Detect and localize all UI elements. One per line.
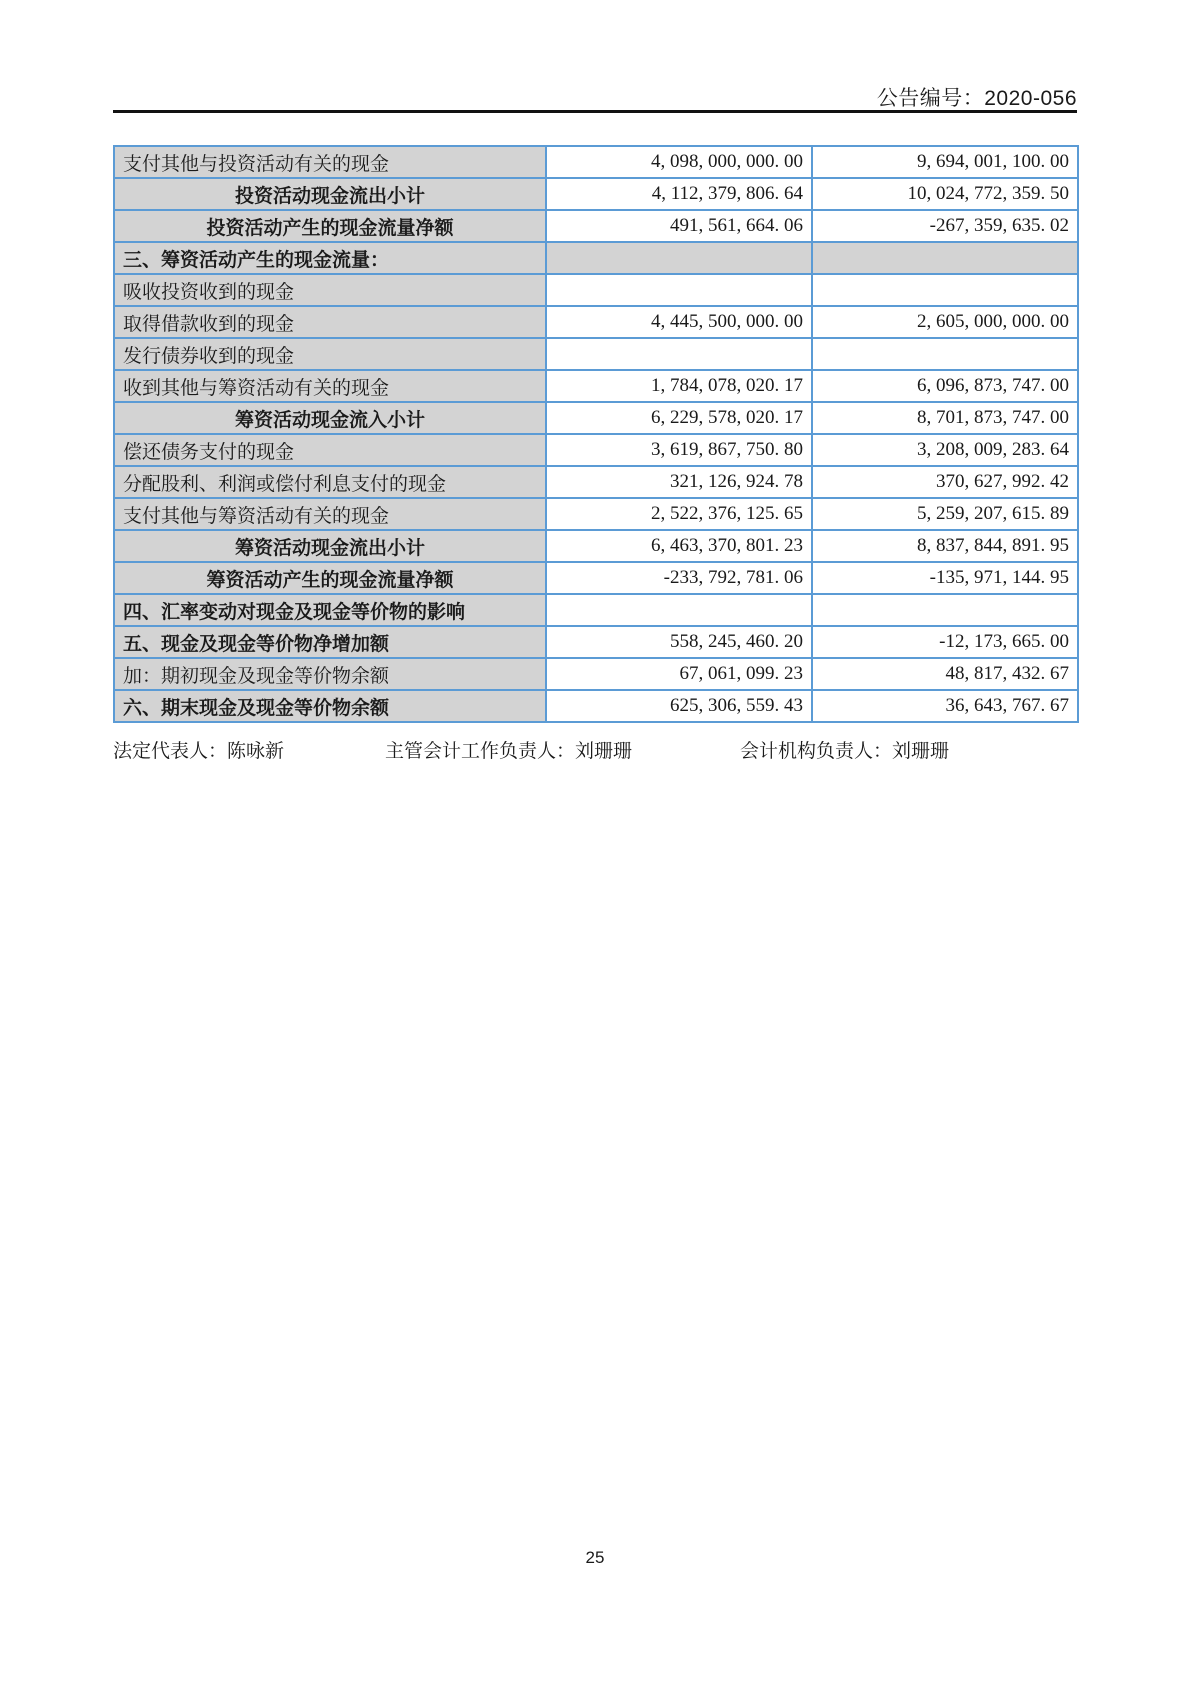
table-row [114, 274, 1078, 306]
row-amount-current-period-cell: 4, 098, 000, 000. 00 [546, 146, 812, 178]
row-amount-prior-period-cell [812, 338, 1078, 370]
row-amount-current-period-cell: 321, 126, 924. 78 [546, 466, 812, 498]
table-row [114, 562, 1078, 594]
row-amount-current-period-cell: 1, 784, 078, 020. 17 [546, 370, 812, 402]
row-amount-current-period-cell: 6, 229, 578, 020. 17 [546, 402, 812, 434]
row-amount-prior-period-cell: 48, 817, 432. 67 [812, 658, 1078, 690]
row-amount-current-period-cell: 4, 112, 379, 806. 64 [546, 178, 812, 210]
row-amount-prior-period-cell: 8, 701, 873, 747. 00 [812, 402, 1078, 434]
row-amount-prior-period-cell: 3, 208, 009, 283. 64 [812, 434, 1078, 466]
row-amount-current-period-cell [546, 242, 812, 274]
table-row [114, 498, 1078, 530]
row-label-cell: 发行债券收到的现金 [114, 338, 546, 370]
table-row [114, 178, 1078, 210]
row-amount-prior-period-cell [812, 594, 1078, 626]
row-amount-current-period-cell: 2, 522, 376, 125. 65 [546, 498, 812, 530]
row-amount-current-period-cell [546, 274, 812, 306]
table-row [114, 338, 1078, 370]
table-row [114, 146, 1078, 178]
cash-flow-statement-table [113, 145, 1079, 723]
row-amount-current-period-cell: 3, 619, 867, 750. 80 [546, 434, 812, 466]
row-amount-prior-period-cell: 2, 605, 000, 000. 00 [812, 306, 1078, 338]
chief-accounting-officer-signature: 主管会计工作负责人：刘珊珊 [385, 741, 633, 762]
table-row [114, 626, 1078, 658]
announcement-number: 公告编号：2020-056 [876, 87, 1077, 110]
accounting-department-head-signature: 会计机构负责人：刘珊珊 [740, 741, 950, 762]
table-row [114, 434, 1078, 466]
row-amount-prior-period-cell: 5, 259, 207, 615. 89 [812, 498, 1078, 530]
table-row [114, 242, 1078, 274]
row-label-cell: 六、期末现金及现金等价物余额 [114, 690, 546, 722]
row-label-cell: 偿还债务支付的现金 [114, 434, 546, 466]
row-amount-prior-period-cell [812, 274, 1078, 306]
row-label-cell: 吸收投资收到的现金 [114, 274, 546, 306]
table-row [114, 402, 1078, 434]
row-amount-current-period-cell: 67, 061, 099. 23 [546, 658, 812, 690]
row-amount-current-period-cell: -233, 792, 781. 06 [546, 562, 812, 594]
row-amount-prior-period-cell: 370, 627, 992. 42 [812, 466, 1078, 498]
row-amount-current-period-cell [546, 338, 812, 370]
row-amount-prior-period-cell: 10, 024, 772, 359. 50 [812, 178, 1078, 210]
row-amount-current-period-cell: 4, 445, 500, 000. 00 [546, 306, 812, 338]
row-label-cell: 收到其他与筹资活动有关的现金 [114, 370, 546, 402]
row-amount-current-period-cell: 625, 306, 559. 43 [546, 690, 812, 722]
row-amount-prior-period-cell: 8, 837, 844, 891. 95 [812, 530, 1078, 562]
row-amount-prior-period-cell [812, 242, 1078, 274]
signature-line [113, 736, 1077, 762]
row-amount-prior-period-cell: 6, 096, 873, 747. 00 [812, 370, 1078, 402]
table-row [114, 306, 1078, 338]
row-amount-prior-period-cell: 9, 694, 001, 100. 00 [812, 146, 1078, 178]
table-row [114, 370, 1078, 402]
row-label-cell: 四、汇率变动对现金及现金等价物的影响 [114, 594, 546, 626]
table-row [114, 530, 1078, 562]
row-amount-current-period-cell: 491, 561, 664. 06 [546, 210, 812, 242]
row-label-cell: 支付其他与投资活动有关的现金 [114, 146, 546, 178]
row-label-cell: 五、现金及现金等价物净增加额 [114, 626, 546, 658]
row-amount-prior-period-cell: -135, 971, 144. 95 [812, 562, 1078, 594]
row-amount-prior-period-cell: 36, 643, 767. 67 [812, 690, 1078, 722]
row-amount-prior-period-cell: -267, 359, 635. 02 [812, 210, 1078, 242]
row-label-cell: 取得借款收到的现金 [114, 306, 546, 338]
row-label-cell: 分配股利、利润或偿付利息支付的现金 [114, 466, 546, 498]
row-label-cell: 筹资活动现金流出小计 [114, 530, 546, 562]
row-label-cell: 筹资活动产生的现金流量净额 [114, 562, 546, 594]
row-amount-current-period-cell [546, 594, 812, 626]
table-row [114, 594, 1078, 626]
row-label-cell: 加：期初现金及现金等价物余额 [114, 658, 546, 690]
table-row [114, 466, 1078, 498]
row-label-cell: 支付其他与筹资活动有关的现金 [114, 498, 546, 530]
header-divider-line [113, 110, 1077, 113]
row-label-cell: 筹资活动现金流入小计 [114, 402, 546, 434]
row-label-cell: 投资活动现金流出小计 [114, 178, 546, 210]
row-label-cell: 投资活动产生的现金流量净额 [114, 210, 546, 242]
row-label-cell: 三、筹资活动产生的现金流量： [114, 242, 546, 274]
legal-representative-signature: 法定代表人：陈咏新 [113, 741, 285, 762]
row-amount-current-period-cell: 558, 245, 460. 20 [546, 626, 812, 658]
table-row [114, 658, 1078, 690]
page-number: 25 [585, 1548, 605, 1567]
table-row [114, 210, 1078, 242]
table-row [114, 690, 1078, 722]
row-amount-prior-period-cell: -12, 173, 665. 00 [812, 626, 1078, 658]
row-amount-current-period-cell: 6, 463, 370, 801. 23 [546, 530, 812, 562]
